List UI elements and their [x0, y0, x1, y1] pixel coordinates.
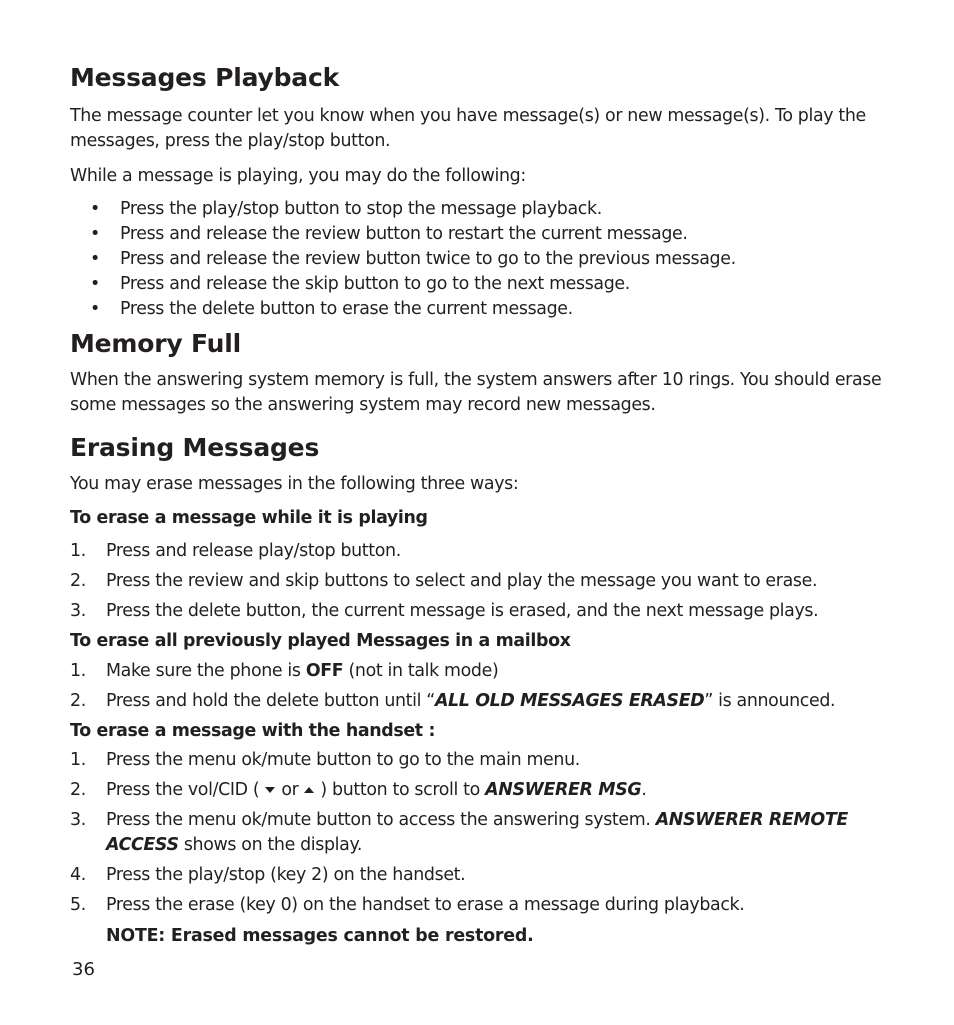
erase-note: NOTE: Erased messages cannot be restored. [106, 926, 534, 946]
list-item: 1. Press the menu ok/mute button to go to the main menu. [70, 750, 580, 770]
memory-full-body: When the answering system memory is full, the system answers after 10 rings. You should erase some messages so the answering system may record new messages. [70, 370, 882, 415]
list-item: • Press and release the review button to restart the current message. [70, 222, 890, 247]
erasing-intro: You may erase messages in the following three ways: [70, 474, 519, 494]
list-item: • Press the delete button to erase the current message. [70, 297, 890, 322]
list-item: 5. Press the erase (key 0) on the handset to erase a message during playback. [70, 895, 745, 915]
bullet-icon: • [90, 299, 100, 319]
page-number: 36 [72, 959, 95, 980]
playback-intro: The message counter let you know when you have message(s) or new message(s). To play the messages, press the play/stop button. [70, 106, 866, 151]
erase-all-played-heading: To erase all previously played Messages in a mailbox [70, 631, 571, 651]
erasing-messages-title: Erasing Messages [70, 433, 320, 462]
manual-page [70, 62, 890, 949]
bullet-icon: • [90, 249, 100, 269]
list-item: 2. Press and hold the delete button until “ALL OLD MESSAGES ERASED” is announced. [70, 691, 836, 711]
down-arrow-icon [265, 787, 275, 793]
list-item: 1. Press and release play/stop button. [70, 541, 401, 561]
list-item: 4. Press the play/stop (key 2) on the handset. [70, 865, 466, 885]
messages-playback-title: Messages Playback [70, 63, 339, 92]
list-item: 2. Press the review and skip buttons to select and play the message you want to erase. [70, 571, 818, 591]
erase-all-played-steps [70, 659, 890, 714]
erase-while-playing-steps [70, 539, 890, 624]
bullet-icon: • [90, 224, 100, 244]
list-item: 3. Press the menu ok/mute button to access the answering system. ANSWERER REMOTE ACCESS shows on the display. [70, 810, 848, 855]
up-arrow-icon [304, 787, 314, 793]
memory-full-title: Memory Full [70, 329, 241, 358]
list-item: • Press and release the skip button to go to the next message. [70, 272, 890, 297]
list-item: • Press and release the review button twice to go to the previous message. [70, 247, 890, 272]
list-item: 1. Make sure the phone is OFF (not in talk mode) [70, 661, 499, 681]
list-item: • Press the play/stop button to stop the message playback. [70, 197, 890, 222]
erase-while-playing-heading: To erase a message while it is playing [70, 508, 428, 528]
playback-options-list [70, 197, 890, 322]
erase-with-handset-heading: To erase a message with the handset : [70, 721, 436, 741]
bullet-icon: • [90, 274, 100, 294]
while-playing-text: While a message is playing, you may do the following: [70, 166, 526, 186]
erase-with-handset-steps [70, 748, 890, 918]
bullet-icon: • [90, 199, 100, 219]
list-item: 3. Press the delete button, the current message is erased, and the next message plays. [70, 601, 819, 621]
list-item: 2. Press the vol/CID ( or ) button to scroll to ANSWERER MSG. [70, 780, 647, 800]
